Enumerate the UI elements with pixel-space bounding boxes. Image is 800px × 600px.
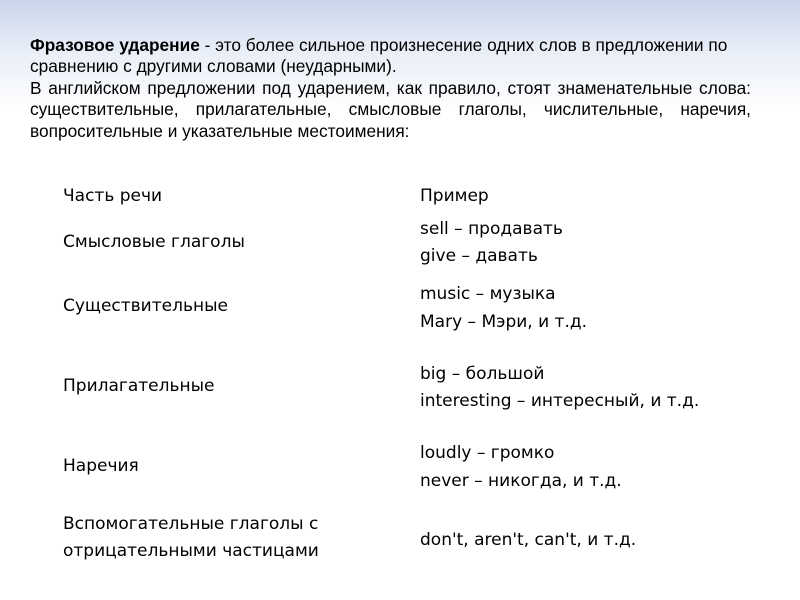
table-cell-example: give – давать (420, 246, 538, 266)
table-cell-example: interesting – интересный, и т.д. (420, 391, 700, 411)
table-cell-part: Смысловые глаголы (63, 232, 245, 252)
term: Фразовое ударение (30, 35, 200, 55)
table-cell-part: Вспомогательные глаголы с (63, 514, 319, 534)
table-header-part: Часть речи (63, 186, 163, 206)
definition: - это более сильное произнесение одних слов в предложении по сравнению с другими словами (неударными). (30, 35, 728, 77)
table-cell-example: loudly – громко (420, 443, 555, 463)
table-cell-part: Наречия (63, 456, 139, 476)
table-cell-example: Mary – Мэри, и т.д. (420, 312, 588, 332)
table-cell-part: Существительные (63, 296, 228, 316)
table-cell-part: Прилагательные (63, 376, 215, 396)
table-cell-example: big – большой (420, 364, 545, 384)
table-cell-example: never – никогда, и т.д. (420, 471, 622, 491)
table-cell-example: sell – продавать (420, 219, 563, 239)
table-cell-example: don't, aren't, can't, и т.д. (420, 530, 637, 550)
table-header-example: Пример (420, 186, 489, 206)
explanation-paragraph: В английском предложении под ударением, как правило, стоят знаменательные слова: существительные, прилагательные, смысловые глаголы, числительные, наречия, вопросительные и указательные местоимения: (30, 77, 751, 141)
table-cell-example: music – музыка (420, 284, 556, 304)
table-cell-part: отрицательными частицами (63, 541, 319, 561)
